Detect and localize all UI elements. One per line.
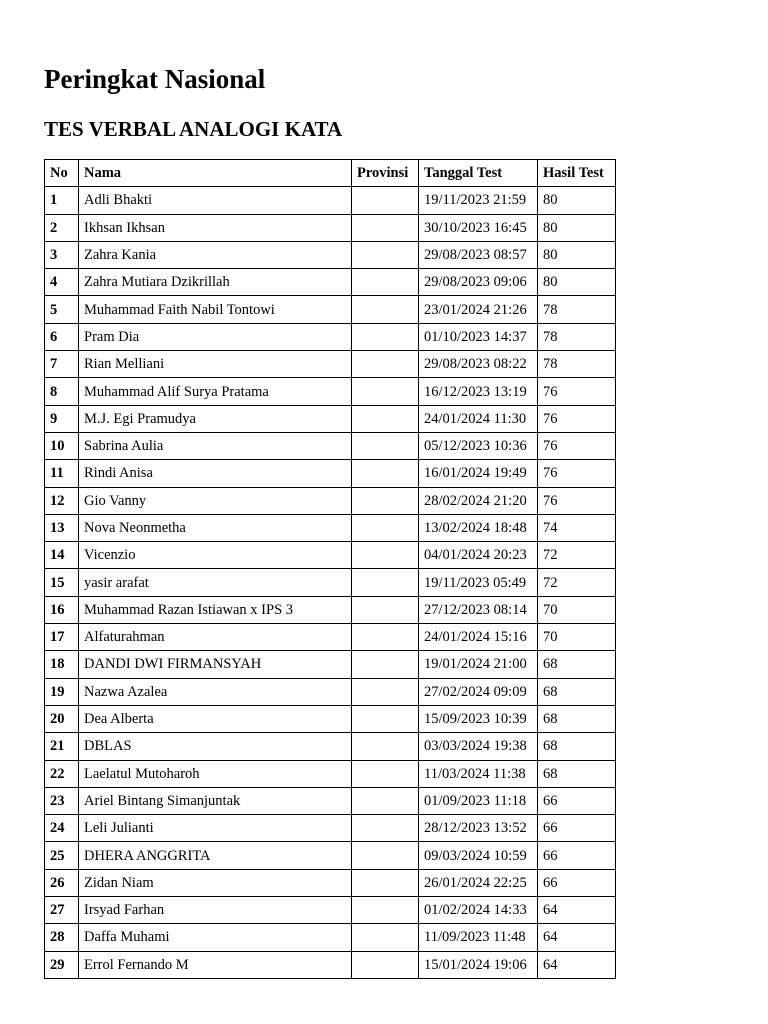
cell-provinsi — [352, 624, 419, 651]
table-row — [45, 760, 616, 787]
cell-tanggal-test: 19/11/2023 05:49 — [419, 569, 538, 596]
table-row — [45, 624, 616, 651]
cell-hasil-test: 76 — [538, 432, 616, 459]
cell-hasil-test: 80 — [538, 269, 616, 296]
cell-provinsi — [352, 897, 419, 924]
ranking-table — [44, 159, 616, 979]
cell-tanggal-test: 15/09/2023 10:39 — [419, 705, 538, 732]
cell-hasil-test: 70 — [538, 596, 616, 623]
header-no: No — [45, 160, 79, 187]
cell-hasil-test: 80 — [538, 241, 616, 268]
cell-hasil-test: 80 — [538, 187, 616, 214]
table-row — [45, 460, 616, 487]
cell-hasil-test: 68 — [538, 705, 616, 732]
cell-nama: Dea Alberta — [79, 705, 352, 732]
cell-tanggal-test: 11/09/2023 11:48 — [419, 924, 538, 951]
cell-hasil-test: 68 — [538, 651, 616, 678]
cell-no: 19 — [45, 678, 79, 705]
cell-provinsi — [352, 569, 419, 596]
cell-no: 10 — [45, 432, 79, 459]
cell-tanggal-test: 29/08/2023 08:22 — [419, 351, 538, 378]
table-row — [45, 842, 616, 869]
cell-hasil-test: 80 — [538, 214, 616, 241]
cell-nama: M.J. Egi Pramudya — [79, 405, 352, 432]
cell-provinsi — [352, 542, 419, 569]
table-row — [45, 924, 616, 951]
cell-nama: yasir arafat — [79, 569, 352, 596]
cell-nama: Errol Fernando M — [79, 951, 352, 978]
cell-tanggal-test: 16/12/2023 13:19 — [419, 378, 538, 405]
cell-tanggal-test: 05/12/2023 10:36 — [419, 432, 538, 459]
cell-hasil-test: 78 — [538, 296, 616, 323]
cell-hasil-test: 76 — [538, 460, 616, 487]
table-row — [45, 651, 616, 678]
table-row — [45, 678, 616, 705]
table-row — [45, 596, 616, 623]
cell-tanggal-test: 01/09/2023 11:18 — [419, 787, 538, 814]
cell-provinsi — [352, 241, 419, 268]
cell-tanggal-test: 27/02/2024 09:09 — [419, 678, 538, 705]
cell-no: 23 — [45, 787, 79, 814]
cell-no: 24 — [45, 815, 79, 842]
cell-no: 5 — [45, 296, 79, 323]
cell-hasil-test: 70 — [538, 624, 616, 651]
cell-no: 3 — [45, 241, 79, 268]
cell-no: 15 — [45, 569, 79, 596]
cell-no: 26 — [45, 869, 79, 896]
cell-tanggal-test: 28/12/2023 13:52 — [419, 815, 538, 842]
cell-provinsi — [352, 815, 419, 842]
cell-nama: Muhammad Faith Nabil Tontowi — [79, 296, 352, 323]
cell-nama: Zahra Mutiara Dzikrillah — [79, 269, 352, 296]
cell-tanggal-test: 19/11/2023 21:59 — [419, 187, 538, 214]
cell-provinsi — [352, 951, 419, 978]
cell-tanggal-test: 15/01/2024 19:06 — [419, 951, 538, 978]
cell-hasil-test: 68 — [538, 733, 616, 760]
cell-no: 1 — [45, 187, 79, 214]
cell-hasil-test: 66 — [538, 787, 616, 814]
table-row — [45, 241, 616, 268]
cell-nama: Ariel Bintang Simanjuntak — [79, 787, 352, 814]
table-row — [45, 897, 616, 924]
table-row — [45, 514, 616, 541]
cell-no: 12 — [45, 487, 79, 514]
cell-no: 13 — [45, 514, 79, 541]
cell-hasil-test: 76 — [538, 487, 616, 514]
cell-hasil-test: 68 — [538, 678, 616, 705]
table-row — [45, 733, 616, 760]
cell-provinsi — [352, 596, 419, 623]
cell-provinsi — [352, 487, 419, 514]
table-row — [45, 351, 616, 378]
cell-nama: Vicenzio — [79, 542, 352, 569]
cell-nama: Rian Melliani — [79, 351, 352, 378]
cell-hasil-test: 72 — [538, 569, 616, 596]
cell-hasil-test: 64 — [538, 897, 616, 924]
cell-provinsi — [352, 787, 419, 814]
cell-no: 11 — [45, 460, 79, 487]
cell-nama: DHERA ANGGRITA — [79, 842, 352, 869]
cell-provinsi — [352, 760, 419, 787]
header-nama: Nama — [79, 160, 352, 187]
cell-provinsi — [352, 296, 419, 323]
cell-tanggal-test: 26/01/2024 22:25 — [419, 869, 538, 896]
cell-hasil-test: 76 — [538, 378, 616, 405]
table-row — [45, 378, 616, 405]
cell-hasil-test: 66 — [538, 842, 616, 869]
cell-nama: DANDI DWI FIRMANSYAH — [79, 651, 352, 678]
cell-nama: Muhammad Razan Istiawan x IPS 3 — [79, 596, 352, 623]
cell-tanggal-test: 28/02/2024 21:20 — [419, 487, 538, 514]
cell-provinsi — [352, 351, 419, 378]
cell-provinsi — [352, 269, 419, 296]
cell-no: 20 — [45, 705, 79, 732]
cell-no: 17 — [45, 624, 79, 651]
cell-no: 16 — [45, 596, 79, 623]
cell-nama: Laelatul Mutoharoh — [79, 760, 352, 787]
cell-provinsi — [352, 733, 419, 760]
cell-tanggal-test: 19/01/2024 21:00 — [419, 651, 538, 678]
cell-hasil-test: 64 — [538, 924, 616, 951]
cell-tanggal-test: 09/03/2024 10:59 — [419, 842, 538, 869]
cell-nama: Rindi Anisa — [79, 460, 352, 487]
page-title: Peringkat Nasional — [44, 64, 266, 94]
table-row — [45, 187, 616, 214]
cell-provinsi — [352, 187, 419, 214]
test-subtitle: TES VERBAL ANALOGI KATA — [44, 117, 343, 141]
cell-provinsi — [352, 514, 419, 541]
cell-nama: Ikhsan Ikhsan — [79, 214, 352, 241]
cell-no: 14 — [45, 542, 79, 569]
cell-nama: Sabrina Aulia — [79, 432, 352, 459]
cell-no: 29 — [45, 951, 79, 978]
table-row — [45, 323, 616, 350]
cell-provinsi — [352, 378, 419, 405]
cell-no: 22 — [45, 760, 79, 787]
header-provinsi: Provinsi — [352, 160, 419, 187]
cell-tanggal-test: 01/10/2023 14:37 — [419, 323, 538, 350]
cell-provinsi — [352, 705, 419, 732]
cell-provinsi — [352, 678, 419, 705]
cell-provinsi — [352, 460, 419, 487]
cell-nama: Alfaturahman — [79, 624, 352, 651]
cell-provinsi — [352, 651, 419, 678]
table-row — [45, 487, 616, 514]
cell-no: 6 — [45, 323, 79, 350]
cell-provinsi — [352, 869, 419, 896]
cell-hasil-test: 66 — [538, 869, 616, 896]
cell-nama: Adli Bhakti — [79, 187, 352, 214]
cell-hasil-test: 74 — [538, 514, 616, 541]
cell-nama: Zahra Kania — [79, 241, 352, 268]
cell-nama: Gio Vanny — [79, 487, 352, 514]
cell-hasil-test: 76 — [538, 405, 616, 432]
cell-tanggal-test: 24/01/2024 11:30 — [419, 405, 538, 432]
table-row — [45, 815, 616, 842]
cell-hasil-test: 64 — [538, 951, 616, 978]
table-row — [45, 296, 616, 323]
table-row — [45, 542, 616, 569]
cell-nama: Irsyad Farhan — [79, 897, 352, 924]
table-row — [45, 569, 616, 596]
cell-no: 21 — [45, 733, 79, 760]
table-header-row — [45, 160, 616, 187]
cell-nama: Muhammad Alif Surya Pratama — [79, 378, 352, 405]
cell-hasil-test: 66 — [538, 815, 616, 842]
cell-tanggal-test: 13/02/2024 18:48 — [419, 514, 538, 541]
cell-no: 7 — [45, 351, 79, 378]
cell-tanggal-test: 30/10/2023 16:45 — [419, 214, 538, 241]
cell-hasil-test: 78 — [538, 351, 616, 378]
cell-tanggal-test: 27/12/2023 08:14 — [419, 596, 538, 623]
cell-tanggal-test: 23/01/2024 21:26 — [419, 296, 538, 323]
header-tanggal-test: Tanggal Test — [419, 160, 538, 187]
cell-hasil-test: 72 — [538, 542, 616, 569]
cell-no: 18 — [45, 651, 79, 678]
cell-no: 4 — [45, 269, 79, 296]
cell-tanggal-test: 24/01/2024 15:16 — [419, 624, 538, 651]
cell-hasil-test: 68 — [538, 760, 616, 787]
table-row — [45, 269, 616, 296]
cell-tanggal-test: 01/02/2024 14:33 — [419, 897, 538, 924]
table-row — [45, 951, 616, 978]
cell-tanggal-test: 11/03/2024 11:38 — [419, 760, 538, 787]
table-body — [45, 187, 616, 979]
cell-provinsi — [352, 924, 419, 951]
cell-provinsi — [352, 432, 419, 459]
cell-tanggal-test: 03/03/2024 19:38 — [419, 733, 538, 760]
table-row — [45, 787, 616, 814]
header-hasil-test: Hasil Test — [538, 160, 616, 187]
cell-tanggal-test: 04/01/2024 20:23 — [419, 542, 538, 569]
cell-no: 28 — [45, 924, 79, 951]
cell-hasil-test: 78 — [538, 323, 616, 350]
cell-nama: Nazwa Azalea — [79, 678, 352, 705]
cell-nama: Pram Dia — [79, 323, 352, 350]
table-row — [45, 405, 616, 432]
cell-no: 27 — [45, 897, 79, 924]
cell-nama: Daffa Muhami — [79, 924, 352, 951]
cell-no: 8 — [45, 378, 79, 405]
table-row — [45, 869, 616, 896]
cell-no: 25 — [45, 842, 79, 869]
cell-provinsi — [352, 214, 419, 241]
cell-no: 2 — [45, 214, 79, 241]
cell-nama: Nova Neonmetha — [79, 514, 352, 541]
table-row — [45, 214, 616, 241]
cell-nama: DBLAS — [79, 733, 352, 760]
cell-tanggal-test: 29/08/2023 09:06 — [419, 269, 538, 296]
cell-no: 9 — [45, 405, 79, 432]
table-row — [45, 705, 616, 732]
cell-nama: Zidan Niam — [79, 869, 352, 896]
cell-provinsi — [352, 405, 419, 432]
cell-tanggal-test: 16/01/2024 19:49 — [419, 460, 538, 487]
cell-provinsi — [352, 323, 419, 350]
cell-nama: Leli Julianti — [79, 815, 352, 842]
table-row — [45, 432, 616, 459]
cell-provinsi — [352, 842, 419, 869]
cell-tanggal-test: 29/08/2023 08:57 — [419, 241, 538, 268]
